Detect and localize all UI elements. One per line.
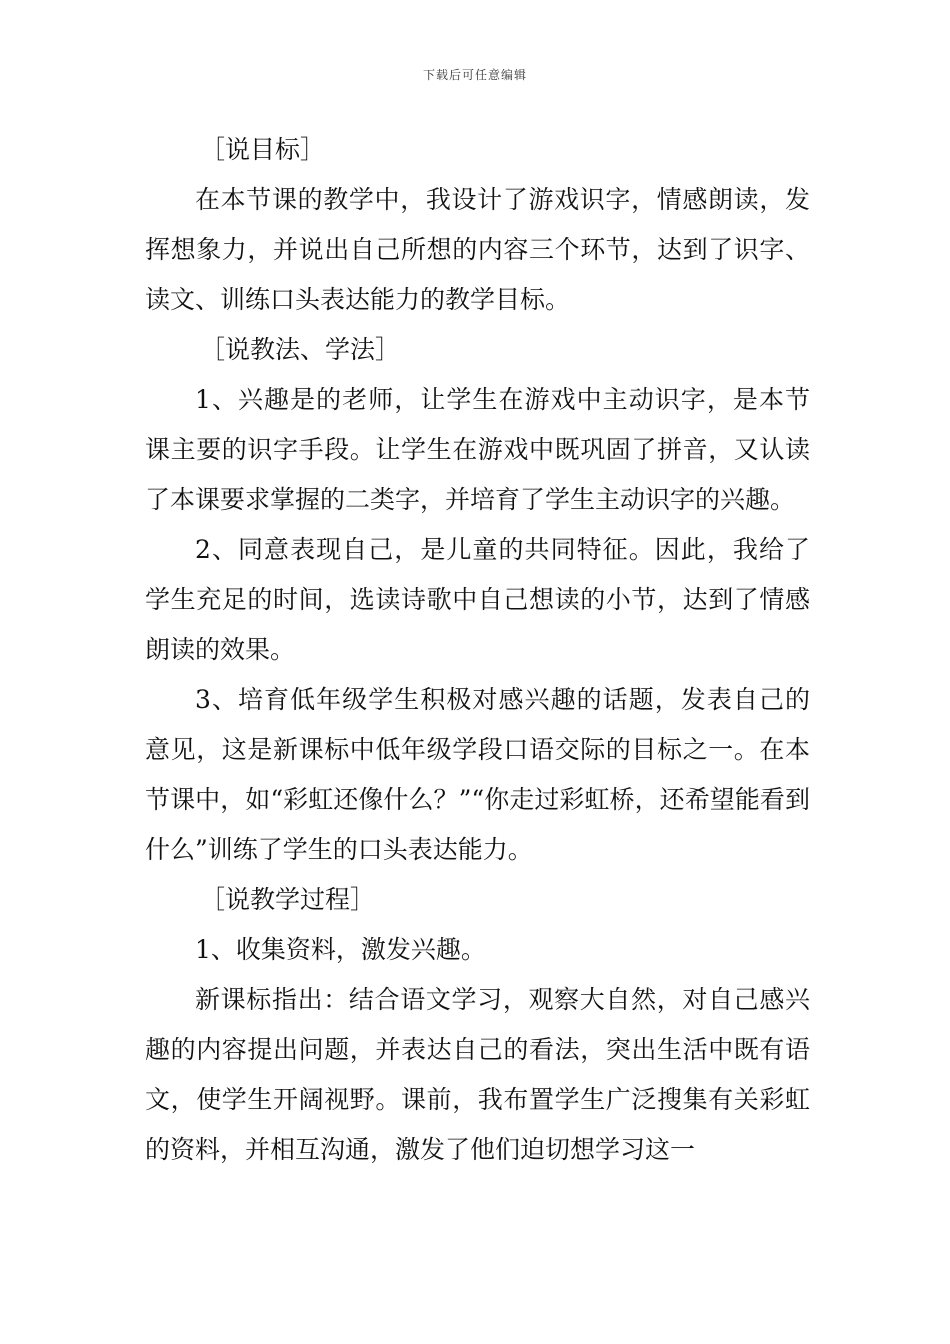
paragraph-goals: 在本节课的教学中，我设计了游戏识字，情感朗读，发挥想象力，并说出自己所想的内容三个环节，达到了识字、读文、训练口头表达能力的教学目标。 xyxy=(145,185,810,314)
paragraph-process-detail: 新课标指出：结合语文学习，观察大自然，对自己感兴趣的内容提出问题，并表达自己的看法，突出生活中既有语文，使学生开阔视野。课前，我布置学生广泛搜集有关彩虹的资料，并相互沟通，激发了他们迫切想学习这一 xyxy=(145,985,810,1164)
document-body xyxy=(145,125,810,1175)
paragraph-process-step-1: 1、收集资料，激发兴趣。 xyxy=(195,935,486,964)
paragraph-method-1: 1、兴趣是的老师，让学生在游戏中主动识字，是本节课主要的识字手段。让学生在游戏中既巩固了拼音，又认读了本课要求掌握的二类字，并培育了学生主动识字的兴趣。 xyxy=(145,385,810,514)
section-heading-goals: ［说目标］ xyxy=(200,135,326,164)
section-heading-process: ［说教学过程］ xyxy=(200,885,376,914)
paragraph-method-2: 2、同意表现自己，是儿童的共同特征。因此，我给了学生充足的时间，选读诗歌中自己想读的小节，达到了情感朗读的效果。 xyxy=(145,535,810,664)
section-heading-methods: ［说教法、学法］ xyxy=(200,335,401,364)
paragraph-method-3: 3、培育低年级学生积极对感兴趣的话题，发表自己的意见，这是新课标中低年级学段口语交际的目标之一。在本节课中，如“彩虹还像什么？”“你走过彩虹桥，还希望能看到什么”训练了学生的口头表达能力。 xyxy=(145,685,810,864)
page-header-note: 下载后可任意编辑 xyxy=(422,68,527,82)
